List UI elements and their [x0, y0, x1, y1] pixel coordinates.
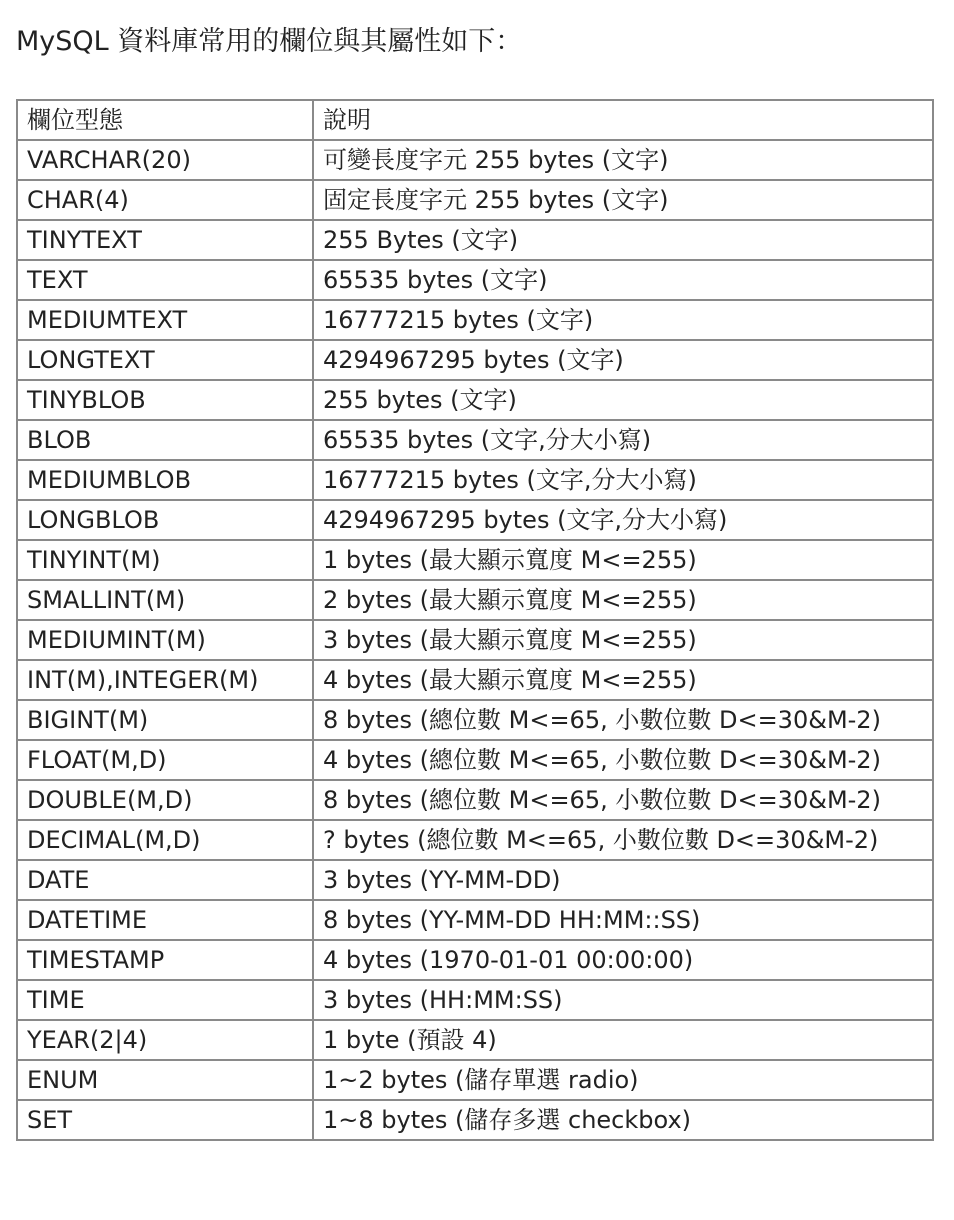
table-row	[17, 580, 933, 620]
field-description-cell: 8 bytes (總位數 M<=65, 小數位數 D<=30&M-2)	[313, 780, 933, 820]
field-type-cell: MEDIUMTEXT	[17, 300, 313, 340]
field-type-cell: TINYBLOB	[17, 380, 313, 420]
field-description-cell: 4 bytes (1970-01-01 00:00:00)	[313, 940, 933, 980]
field-type-cell: DECIMAL(M,D)	[17, 820, 313, 860]
table-row	[17, 740, 933, 780]
table-row	[17, 500, 933, 540]
field-description-cell: 1~2 bytes (儲存單選 radio)	[313, 1060, 933, 1100]
table-row	[17, 780, 933, 820]
table-row	[17, 820, 933, 860]
table-row	[17, 420, 933, 460]
field-description-cell: 3 bytes (YY-MM-DD)	[313, 860, 933, 900]
table-row	[17, 1060, 933, 1100]
field-type-cell: ENUM	[17, 1060, 313, 1100]
table-row	[17, 140, 933, 180]
table-row	[17, 1100, 933, 1140]
table-row	[17, 860, 933, 900]
field-type-cell: MEDIUMINT(M)	[17, 620, 313, 660]
table-row	[17, 620, 933, 660]
field-description-cell: 16777215 bytes (文字)	[313, 300, 933, 340]
field-types-table	[16, 99, 934, 1141]
table-header-row	[17, 100, 933, 140]
field-type-cell: TINYINT(M)	[17, 540, 313, 580]
field-type-cell: TEXT	[17, 260, 313, 300]
field-description-cell: 4 bytes (總位數 M<=65, 小數位數 D<=30&M-2)	[313, 740, 933, 780]
table-row	[17, 220, 933, 260]
table-row	[17, 980, 933, 1020]
column-header-type: 欄位型態	[17, 100, 313, 140]
field-type-cell: DATETIME	[17, 900, 313, 940]
field-description-cell: 65535 bytes (文字)	[313, 260, 933, 300]
field-type-cell: TIME	[17, 980, 313, 1020]
field-description-cell: 4294967295 bytes (文字,分大小寫)	[313, 500, 933, 540]
table-row	[17, 460, 933, 500]
field-type-cell: BLOB	[17, 420, 313, 460]
field-description-cell: 2 bytes (最大顯示寬度 M<=255)	[313, 580, 933, 620]
field-type-cell: DATE	[17, 860, 313, 900]
table-row	[17, 660, 933, 700]
field-description-cell: 255 Bytes (文字)	[313, 220, 933, 260]
field-description-cell: 255 bytes (文字)	[313, 380, 933, 420]
table-row	[17, 1020, 933, 1060]
field-description-cell: 3 bytes (HH:MM:SS)	[313, 980, 933, 1020]
field-description-cell: 4294967295 bytes (文字)	[313, 340, 933, 380]
field-description-cell: 可變長度字元 255 bytes (文字)	[313, 140, 933, 180]
table-row	[17, 180, 933, 220]
table-row	[17, 900, 933, 940]
field-description-cell: 65535 bytes (文字,分大小寫)	[313, 420, 933, 460]
field-description-cell: 固定長度字元 255 bytes (文字)	[313, 180, 933, 220]
table-body	[17, 140, 933, 1140]
field-type-cell: BIGINT(M)	[17, 700, 313, 740]
field-type-cell: INT(M),INTEGER(M)	[17, 660, 313, 700]
table-row	[17, 540, 933, 580]
field-description-cell: 8 bytes (YY-MM-DD HH:MM::SS)	[313, 900, 933, 940]
field-description-cell: 1 byte (預設 4)	[313, 1020, 933, 1060]
table-row	[17, 700, 933, 740]
table-row	[17, 260, 933, 300]
field-type-cell: SET	[17, 1100, 313, 1140]
table-row	[17, 940, 933, 980]
field-type-cell: FLOAT(M,D)	[17, 740, 313, 780]
field-type-cell: TINYTEXT	[17, 220, 313, 260]
field-type-cell: SMALLINT(M)	[17, 580, 313, 620]
field-type-cell: DOUBLE(M,D)	[17, 780, 313, 820]
field-description-cell: 16777215 bytes (文字,分大小寫)	[313, 460, 933, 500]
field-type-cell: LONGTEXT	[17, 340, 313, 380]
table-row	[17, 300, 933, 340]
field-type-cell: TIMESTAMP	[17, 940, 313, 980]
field-description-cell: 1 bytes (最大顯示寬度 M<=255)	[313, 540, 933, 580]
field-description-cell: ? bytes (總位數 M<=65, 小數位數 D<=30&M-2)	[313, 820, 933, 860]
field-description-cell: 8 bytes (總位數 M<=65, 小數位數 D<=30&M-2)	[313, 700, 933, 740]
field-type-cell: LONGBLOB	[17, 500, 313, 540]
field-description-cell: 4 bytes (最大顯示寬度 M<=255)	[313, 660, 933, 700]
field-type-cell: CHAR(4)	[17, 180, 313, 220]
table-row	[17, 380, 933, 420]
intro-text: MySQL 資料庫常用的欄位與其屬性如下：	[16, 26, 523, 57]
column-header-description: 說明	[313, 100, 933, 140]
field-description-cell: 3 bytes (最大顯示寬度 M<=255)	[313, 620, 933, 660]
field-type-cell: VARCHAR(20)	[17, 140, 313, 180]
field-description-cell: 1~8 bytes (儲存多選 checkbox)	[313, 1100, 933, 1140]
table-row	[17, 340, 933, 380]
field-type-cell: YEAR(2|4)	[17, 1020, 313, 1060]
field-type-cell: MEDIUMBLOB	[17, 460, 313, 500]
